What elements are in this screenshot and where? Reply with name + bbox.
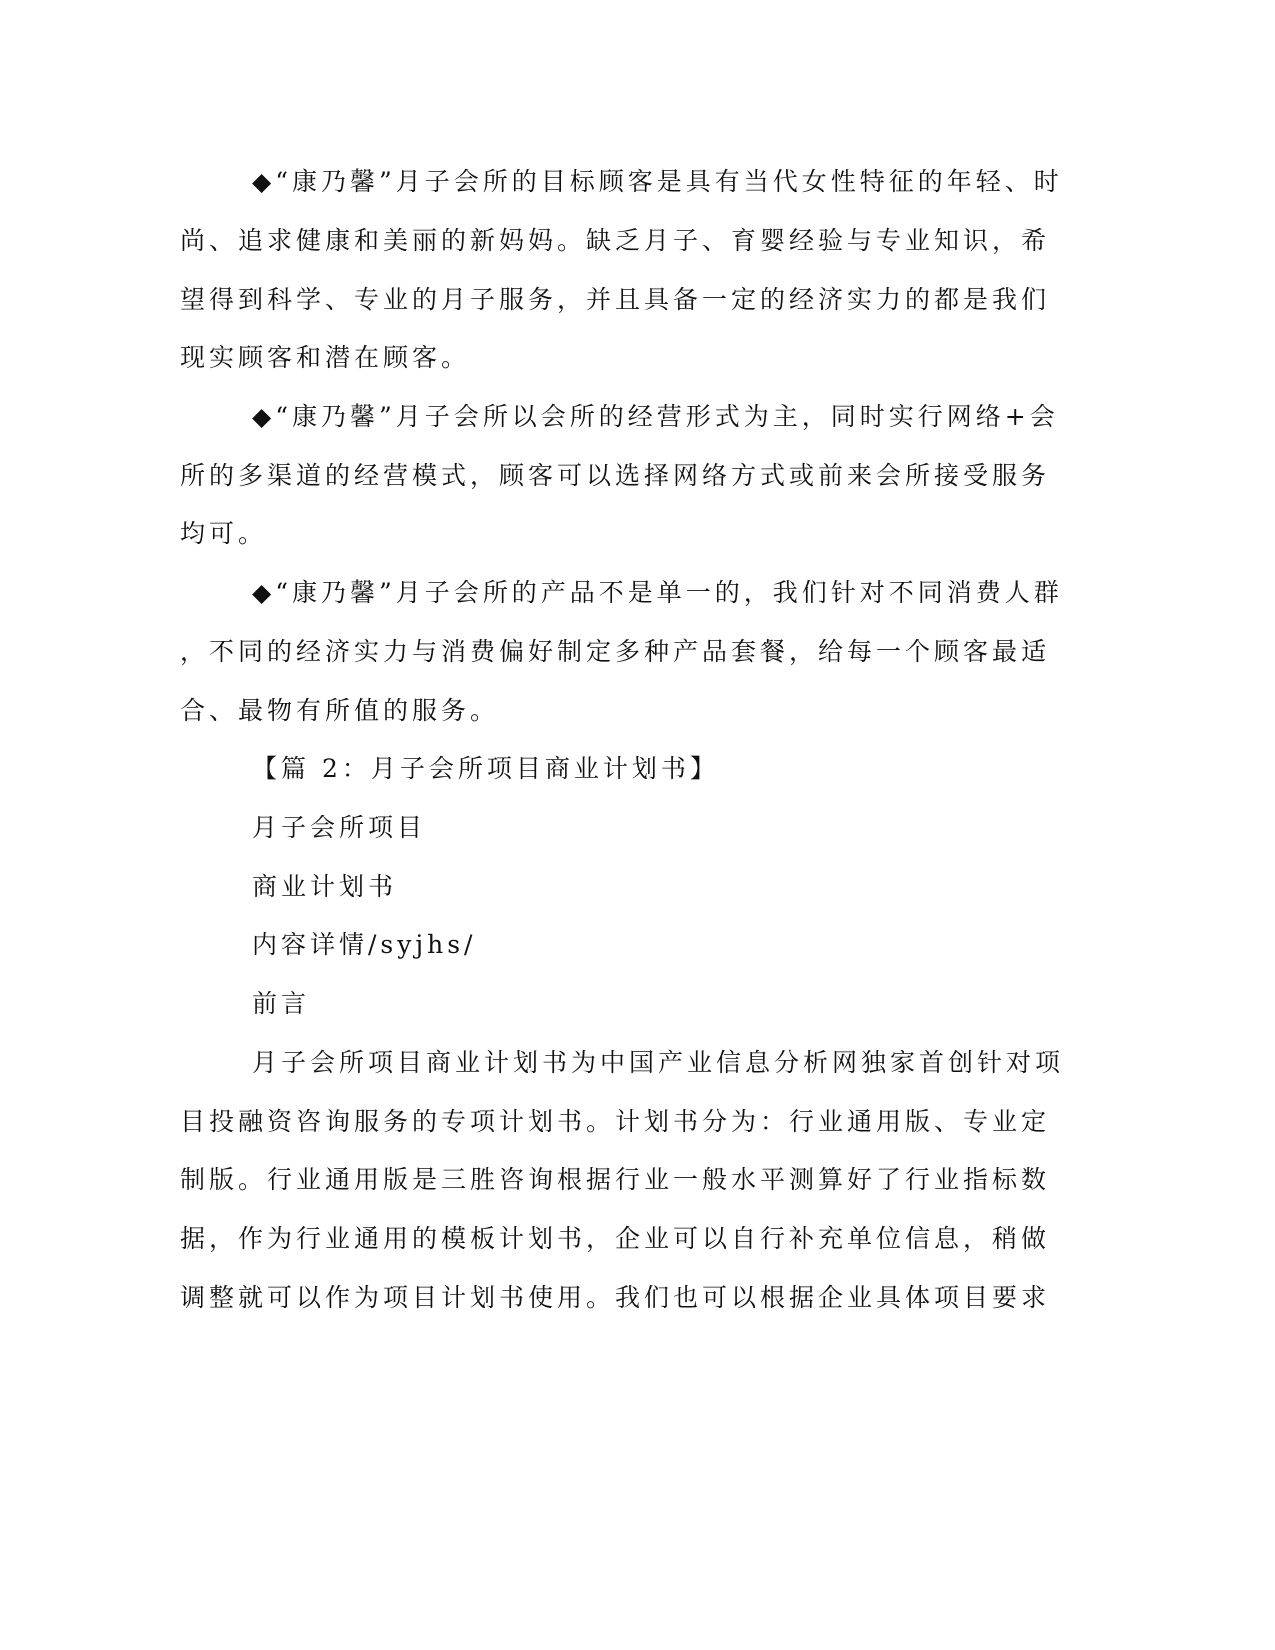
paragraph-4-line-1: 月子会所项目商业计划书为中国产业信息分析网独家首创针对项 (252, 1048, 1065, 1077)
paragraph-2-line-3: 均可。 (180, 519, 268, 548)
paragraph-2-line-2: 所的多渠道的经营模式，顾客可以选择网络方式或前来会所接受服务 (180, 461, 1051, 490)
paragraph-4-line-3: 制版。行业通用版是三胜咨询根据行业一般水平测算好了行业指标数 (180, 1165, 1051, 1194)
paragraph-1-line-4: 现实顾客和潜在顾客。 (180, 343, 471, 372)
title-line-1: 月子会所项目 (252, 813, 427, 842)
paragraph-3-line-1: ◆“康乃馨”月子会所的产品不是单一的，我们针对不同消费人群 (252, 578, 1063, 607)
paragraph-2-line-1: ◆“康乃馨”月子会所以会所的经营形式为主，同时实行网络+会 (252, 402, 1059, 431)
preface-heading: 前言 (252, 989, 311, 1018)
section-heading: 【篇 2：月子会所项目商业计划书】 (252, 754, 719, 783)
paragraph-4-line-2: 目投融资咨询服务的专项计划书。计划书分为：行业通用版、专业定 (180, 1107, 1051, 1136)
paragraph-4-line-4: 据，作为行业通用的模板计划书，企业可以自行补充单位信息，稍做 (180, 1224, 1051, 1253)
paragraph-1-line-2: 尚、追求健康和美丽的新妈妈。缺乏月子、育婴经验与专业知识，希 (180, 226, 1051, 255)
paragraph-3-line-3: 合、最物有所值的服务。 (180, 696, 500, 725)
paragraph-4-line-5: 调整就可以作为项目计划书使用。我们也可以根据企业具体项目要求 (180, 1283, 1051, 1312)
paragraph-3-line-2: ，不同的经济实力与消费偏好制定多种产品套餐，给每一个顾客最适 (180, 637, 1051, 666)
paragraph-1-line-1: ◆“康乃馨”月子会所的目标顾客是具有当代女性特征的年轻、时 (252, 167, 1063, 196)
title-line-2: 商业计划书 (252, 872, 398, 901)
detail-line: 内容详情/syjhs/ (252, 930, 477, 959)
paragraph-1-line-3: 望得到科学、专业的月子服务，并且具备一定的经济实力的都是我们 (180, 285, 1051, 314)
